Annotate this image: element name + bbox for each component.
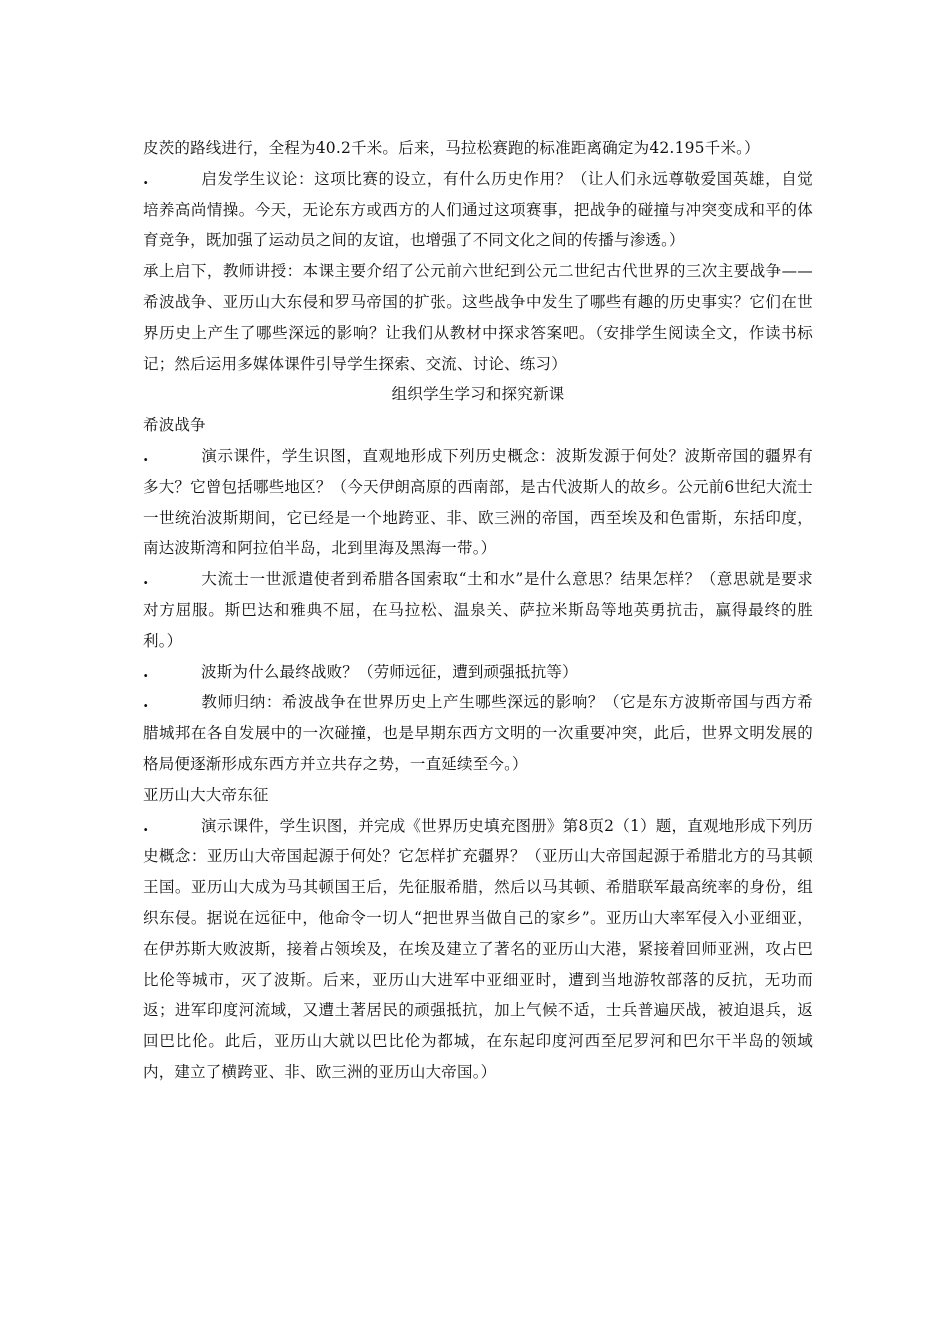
section-heading: 组织学生学习和探究新课: [391, 385, 565, 404]
list-item-text: 演示课件，学生识图，直观地形成下列历史概念：波斯发源于何处？波斯帝国的疆界有多大？它曾包括哪些地区？（今天伊朗高原的西南部，是古代波斯人的故乡。公元前6世纪大流士一世统治波斯期间，它已经是一个地跨亚、非、欧三洲的帝国，西至埃及和色雷斯，东括印度，南达波斯湾和阿拉伯半岛，北到里海及黑海一带。）: [143, 446, 813, 558]
list-item: [143, 441, 813, 564]
list-item-text: 演示课件，学生识图，并完成《世界历史填充图册》第8页2（1）题，直观地形成下列历史概念：亚历山大帝国起源于何处？它怎样扩充疆界？（亚历山大帝国起源于希腊北方的马其顿王国。亚历山大成为马其顿国王后，先征服希腊，然后以马其顿、希腊联军最高统率的身份，组织东侵。据说在远征中，他命令一切人“把世界当做自己的家乡”。亚历山大率军侵入小亚细亚，在伊苏斯大败波斯，接着占领埃及，在埃及建立了著名的亚历山大港，紧接着回师亚洲，攻占巴比伦等城市，灭了波斯。后来，亚历山大进军中亚细亚时，遭到当地游牧部落的反抗，无功而返；进军印度河流域，又遭土著居民的顽强抵抗，加上气候不适，士兵普遍厌战，被迫退兵，返回巴比伦。此后，亚历山大就以巴比伦为都城，在东起印度河西至尼罗河和巴尔干半岛的领域内，建立了横跨亚、非、欧三洲的亚历山大帝国。）: [143, 816, 813, 1081]
list-item-text: 教师归纳：希波战争在世界历史上产生哪些深远的影响？（它是东方波斯帝国与西方希腊城邦在各自发展中的一次碰撞，也是早期东西方文明的一次重要冲突，此后，世界文明发展的格局便逐渐形成东西方并立共存之势，一直延续至今。）: [143, 693, 813, 773]
document-body: [143, 133, 813, 1088]
bullet-marker: .: [143, 569, 149, 589]
list-item: [143, 657, 813, 688]
paragraph: 皮茨的路线进行，全程为40.2千米。后来，马拉松赛跑的标准距离确定为42.195千米。）: [143, 139, 760, 157]
bullet-marker: .: [143, 445, 149, 465]
list-item-text: 波斯为什么最终战败？（劳师远征，遭到顽强抵抗等）: [201, 662, 578, 681]
subsection-heading: 亚历山大大帝东征: [143, 785, 269, 804]
list-item-text: 大流士一世派遣使者到希腊各国索取“土和水”是什么意思？结果怎样？（意思就是要求对方屈服。斯巴达和雅典不屈，在马拉松、温泉关、萨拉米斯岛等地英勇抗击，赢得最终的胜利。）: [143, 570, 813, 650]
list-item: [143, 564, 813, 656]
list-item-text: 启发学生议论：这项比赛的设立，有什么历史作用？（让人们永远尊敬爱国英雄，自觉培养高尚情操。今天，无论东方或西方的人们通过这项赛事，把战争的碰撞与冲突变成和平的体育竞争，既加强了运动员之间的友谊，也增强了不同文化之间的传播与渗透。）: [143, 169, 813, 250]
bullet-marker: .: [143, 661, 149, 681]
bullet-marker: .: [143, 692, 149, 712]
list-item: [143, 164, 813, 256]
list-item: [143, 811, 813, 1088]
paragraph: 承上启下，教师讲授：本课主要介绍了公元前六世纪到公元二世纪古代世界的三次主要战争——希波战争、亚历山大东侵和罗马帝国的扩张。这些战争中发生了哪些有趣的历史事实？它们在世界历史上产生了哪些深远的影响？让我们从教材中探求答案吧。（安排学生阅读全文，作读书标记；然后运用多媒体课件引导学生探索、交流、讨论、练习）: [143, 262, 813, 373]
subsection-heading: 希波战争: [143, 416, 206, 435]
bullet-marker: .: [143, 168, 149, 188]
bullet-marker: .: [143, 815, 149, 835]
list-item: [143, 687, 813, 779]
